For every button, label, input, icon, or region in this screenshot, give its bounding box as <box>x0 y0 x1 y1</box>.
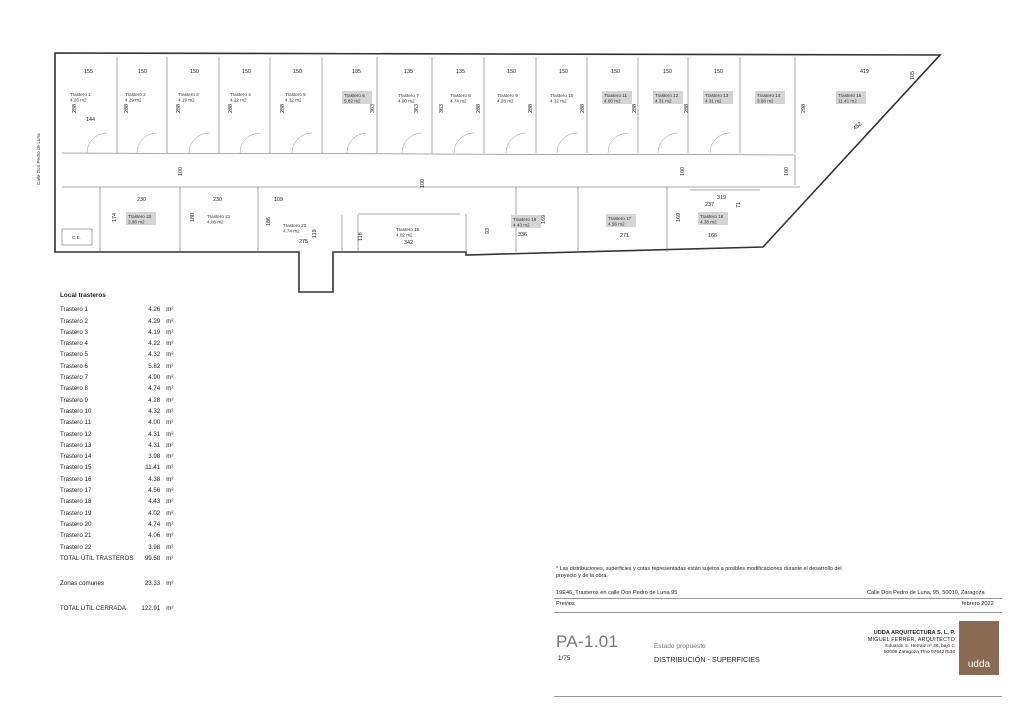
room-name: Trastero 15 <box>838 93 862 98</box>
sheet-code: PA-1.01 <box>556 632 619 651</box>
room-name: Trastero 8 <box>450 93 471 98</box>
date: febrero 2022 <box>962 601 994 607</box>
door-swing <box>454 133 474 153</box>
firm-info <box>860 630 955 657</box>
logo-text: udda <box>967 659 991 670</box>
room-area: 4.02 m2 <box>396 232 413 238</box>
room-name: Trastero 6 <box>344 93 365 98</box>
dimension-label: 118 <box>358 232 364 241</box>
dimension-label: 319 <box>717 195 726 201</box>
room-area: 4.00 m2 <box>604 98 621 104</box>
room-name: Trastero 3 <box>178 92 199 97</box>
dimension-label: 288 <box>528 104 534 113</box>
dimension-label: 166 <box>708 233 717 239</box>
table-row: Trastero 5 4.32 m² <box>60 351 174 359</box>
dimension-label: 288 <box>580 104 586 113</box>
room-area: 11.41 m2 <box>838 98 857 104</box>
project-address: Calle Don Pedro de Luna, 95, 50010, Zaragoza <box>867 590 985 596</box>
dimension-label: 150 <box>714 69 723 75</box>
dimension-label: 452 <box>852 121 864 132</box>
divider <box>554 598 1002 599</box>
corridor-line <box>62 153 800 252</box>
table-row: Trastero 13 4.31 m² <box>60 441 174 449</box>
room-area: 4.19 m2 <box>178 97 195 103</box>
dimension-label: 288 <box>176 104 182 113</box>
table-row: Trastero 8 4.74 m² <box>60 385 174 393</box>
dimension-label: 174 <box>112 213 118 222</box>
dimension-label: 288 <box>228 104 234 113</box>
room-area: 4.26 m2 <box>70 97 87 103</box>
architect: MIGUEL FERRER, ARQUITECTO <box>867 636 955 643</box>
door-swing <box>347 133 367 153</box>
room-area: 4.22 m2 <box>230 97 247 103</box>
floor-plan <box>0 0 1024 300</box>
dimension-label: 298 <box>801 104 807 113</box>
table-row: Trastero 18 4.43 m² <box>60 498 174 506</box>
room-area: 4.43 m2 <box>513 222 530 228</box>
divider <box>554 696 1002 697</box>
dimension-label: 93 <box>485 228 491 234</box>
dimension-label: 71 <box>736 202 742 208</box>
room-area: 4.56 m2 <box>608 221 625 227</box>
udda-logo <box>959 621 999 675</box>
room-name: Trastero 21 <box>207 214 231 219</box>
dimension-label: 230 <box>137 197 146 203</box>
room-area: 5.82 m2 <box>344 98 361 104</box>
table-row: Trastero 20 4.74 m² <box>60 520 174 528</box>
dimension-label: 419 <box>860 69 869 75</box>
room-name: Trastero 13 <box>705 93 729 98</box>
dimension-label: 119 <box>312 229 318 238</box>
dimension-label: 150 <box>663 69 672 75</box>
dimension-label: 105 <box>910 71 916 80</box>
dimension-label: 288 <box>684 104 690 113</box>
firm-street: Eduardo S. Herraiz nº 36, bajo C <box>885 643 955 649</box>
dimension-label: 336 <box>518 232 527 238</box>
room-name: Trastero 4 <box>230 92 251 97</box>
room-name: Trastero 1 <box>70 92 91 97</box>
room-area: 4.32 m2 <box>550 98 567 104</box>
dimension-label: 271 <box>620 233 629 239</box>
dimension-label: 342 <box>404 240 413 246</box>
room-area: 4.38 m2 <box>700 219 717 225</box>
dimension-label: 150 <box>293 69 302 75</box>
dimension-label: 363 <box>370 104 376 113</box>
dimension-label: 100 <box>178 167 184 176</box>
firm-city-phone: 50008 Zaragoza Tfno 976427536 <box>883 650 955 656</box>
table-row: Trastero 16 4.38 m² <box>60 475 174 483</box>
door-swing <box>292 133 312 153</box>
dimension-label: 288 <box>280 104 286 113</box>
dimension-label: 169 <box>541 215 547 224</box>
room-name: Trastero 11 <box>604 93 627 98</box>
room-name: Trastero 5 <box>285 92 306 97</box>
door-swing <box>402 133 422 153</box>
room-name: Trastero 17 <box>608 216 632 221</box>
area-table <box>60 290 180 615</box>
dimension-label: 230 <box>213 197 222 203</box>
dimension-label: 100 <box>420 179 426 188</box>
dimension-label: 150 <box>138 69 147 75</box>
room-area: 4.31 m2 <box>655 98 672 104</box>
street-label: Calle Don Pedro de Luna <box>36 133 41 185</box>
door-swing <box>87 133 107 153</box>
table-row: Trastero 15 11.41 m² <box>60 464 174 472</box>
sheet-subject: DISTRIBUCIÓN - SUPERFICIES <box>654 655 760 664</box>
dimension-label: 150 <box>190 69 199 75</box>
dimension-label: 135 <box>456 69 465 75</box>
table-title: Local trasteros <box>60 292 106 299</box>
dimension-label: 150 <box>242 69 251 75</box>
room-name: Trastero 2 <box>125 92 146 97</box>
dimension-label: 155 <box>84 69 93 75</box>
dimension-label: 135 <box>404 69 413 75</box>
door-swing <box>506 133 526 153</box>
total-cerrada-row: TOTAL ÚTIL CERRADA 122.91 m² <box>60 605 174 613</box>
sheet-scale: 1/75 <box>558 655 571 662</box>
room-area: 4.74 m2 <box>283 228 300 234</box>
firm-name: UDDA ARQUITECTURA S. L. P. <box>873 630 955 636</box>
dimension-label: 185 <box>352 69 361 75</box>
dimension-label: 363 <box>414 104 420 113</box>
room-area: 4.29 m2 <box>125 97 142 103</box>
dimension-label: 169 <box>676 213 682 222</box>
dimension-label: 186 <box>266 217 272 226</box>
dimension-label: 288 <box>72 104 78 113</box>
table-row: Trastero 11 4.00 m² <box>60 419 174 427</box>
room-name: Trastero 19 <box>396 227 420 232</box>
door-swing <box>137 133 157 153</box>
door-swing <box>608 133 628 153</box>
room-area: 3.98 m2 <box>128 219 145 225</box>
dimension-label: 237 <box>705 202 714 208</box>
door-swing <box>710 133 730 153</box>
door-swing <box>240 133 260 153</box>
table-row: Trastero 19 4.02 m² <box>60 509 174 517</box>
dimension-label: 288 <box>476 104 482 113</box>
zonas-comunes-row: Zonas comunes 23.33 m² <box>60 580 174 588</box>
table-row: Trastero 6 5.82 m² <box>60 362 174 370</box>
room-name: Trastero 10 <box>550 93 574 98</box>
room-area: 3.98 m2 <box>757 98 774 104</box>
dimension-label: 144 <box>86 117 95 123</box>
ce-label: C.E. <box>72 235 81 240</box>
room-area: 4.74 m2 <box>450 98 467 104</box>
phase: Previos <box>556 601 575 607</box>
sheet-state: Estado propuesto <box>654 643 706 650</box>
room-name: Trastero 20 <box>283 223 307 228</box>
table-row: Trastero 14 3.98 m² <box>60 453 174 461</box>
dimension-label: 180 <box>190 213 196 222</box>
dimension-label: 363 <box>439 104 445 113</box>
room-area: 4.32 m2 <box>285 97 302 103</box>
dimension-label: 100 <box>680 167 686 176</box>
room-name: Trastero 16 <box>700 214 724 219</box>
door-swing <box>557 133 577 153</box>
dimension-label: 288 <box>124 104 130 113</box>
room-name: Trastero 14 <box>757 93 781 98</box>
room-name: Trastero 22 <box>128 214 152 219</box>
door-swing <box>189 133 209 153</box>
room-name: Trastero 12 <box>655 93 679 98</box>
room-area: 4.90 m2 <box>398 98 415 104</box>
total-trasteros-row: TOTAL ÚTIL TRASTEROS 99.58 m² <box>60 554 174 562</box>
dimension-label: 150 <box>507 69 516 75</box>
table-row: Trastero 12 4.31 m² <box>60 430 174 438</box>
table-row: Trastero 22 3.98 m² <box>60 543 174 551</box>
dimension-label: 150 <box>559 69 568 75</box>
room-area: 4.31 m2 <box>705 98 722 104</box>
door-swing <box>658 133 678 153</box>
room-name: Trastero 18 <box>513 217 537 222</box>
project-name: 19E46_Trasteros en calle Don Pedro de Luna 95 <box>556 590 678 596</box>
dimension-label: 109 <box>274 197 283 203</box>
table-row: Trastero 3 4.19 m² <box>60 328 174 336</box>
divider <box>554 612 1002 613</box>
table-row: Trastero 4 4.22 m² <box>60 340 174 348</box>
table-row: Trastero 7 4.90 m² <box>60 374 174 382</box>
dimension-label: 275 <box>299 239 308 245</box>
room-area: 4.06 m2 <box>207 219 224 225</box>
room-name: Trastero 9 <box>497 93 518 98</box>
table-row: Trastero 1 4.26 m² <box>60 306 174 314</box>
table-row: Trastero 10 4.32 m² <box>60 407 174 415</box>
dimension-label: 150 <box>611 69 620 75</box>
table-row: Trastero 2 4.29 m² <box>60 317 174 325</box>
outer-wall <box>55 53 940 292</box>
disclaimer-note: * Las distribuciones, superficies y cotas representadas están sujetos a posibles modificaciones durante el desarrollo del proyecto y de la obra. <box>556 566 842 580</box>
dimension-label: 288 <box>632 104 638 113</box>
table-row: Trastero 21 4.06 m² <box>60 532 174 540</box>
room-name: Trastero 7 <box>398 93 419 98</box>
room-area: 4.28 m2 <box>497 98 514 104</box>
dimension-label: 100 <box>784 167 790 176</box>
table-row: Trastero 17 4.56 m² <box>60 487 174 495</box>
table-row: Trastero 9 4.28 m² <box>60 396 174 404</box>
